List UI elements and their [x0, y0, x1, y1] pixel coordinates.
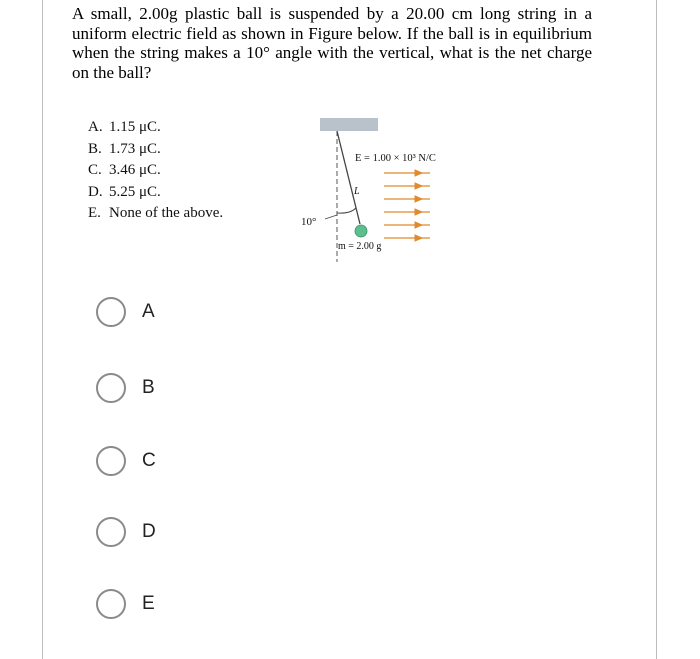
mass-label: m = 2.00 g [338, 241, 382, 252]
choice-letter: B. [88, 140, 102, 157]
radio-button[interactable] [96, 589, 126, 619]
pendulum-figure [298, 112, 498, 262]
field-arrowhead [415, 196, 422, 202]
field-arrowhead [415, 235, 422, 241]
choice-item [88, 160, 223, 182]
angle-label: 10° [301, 216, 317, 228]
radio-button[interactable] [96, 517, 126, 547]
string [337, 131, 360, 224]
choice-text: 5.25 μC. [109, 183, 161, 200]
option-label: B [142, 377, 155, 398]
field-arrowhead [415, 209, 422, 215]
option-c[interactable] [96, 446, 156, 476]
choice-letter: D. [88, 183, 103, 200]
field-arrowhead [415, 183, 422, 189]
angle-pointer [325, 215, 337, 219]
angle-arc [337, 208, 356, 213]
ball [355, 225, 367, 237]
choice-text: 1.15 μC. [109, 119, 161, 135]
choice-letter: E. [88, 205, 101, 221]
option-b[interactable] [96, 373, 155, 403]
radio-button[interactable] [96, 373, 126, 403]
choice-letter: C. [88, 162, 102, 178]
choice-item [88, 117, 223, 139]
option-label: C [142, 450, 156, 471]
answer-choices-list [88, 117, 223, 225]
field-label: E = 1.00 × 10³ N/C [355, 153, 436, 164]
field-arrowhead [415, 170, 422, 176]
ceiling [320, 118, 378, 131]
option-e[interactable] [96, 589, 155, 619]
option-label: E [142, 593, 155, 614]
choice-item [88, 182, 223, 204]
radio-button[interactable] [96, 446, 126, 476]
choice-item [88, 139, 223, 161]
string-length-label: L [354, 186, 360, 197]
choice-text: 3.46 μC. [109, 162, 161, 178]
choice-item [88, 203, 223, 225]
field-arrows [384, 170, 430, 241]
choice-text: None of the above. [109, 205, 224, 221]
choice-text: 1.73 μC. [109, 140, 161, 157]
field-arrowhead [415, 222, 422, 228]
option-a[interactable] [96, 297, 155, 327]
option-d[interactable] [96, 517, 156, 547]
choice-letter: A. [88, 119, 103, 135]
question-text: A small, 2.00g plastic ball is suspended by a 20.00 cm long string in a uniform electric field as shown in Figure below. If the ball is in equilibrium when the string makes a 10° angle with the vertical, what is the net charge on the ball? [72, 4, 592, 82]
option-label: D [142, 521, 156, 542]
radio-button[interactable] [96, 297, 126, 327]
question-card [42, 0, 657, 659]
option-label: A [142, 301, 155, 322]
